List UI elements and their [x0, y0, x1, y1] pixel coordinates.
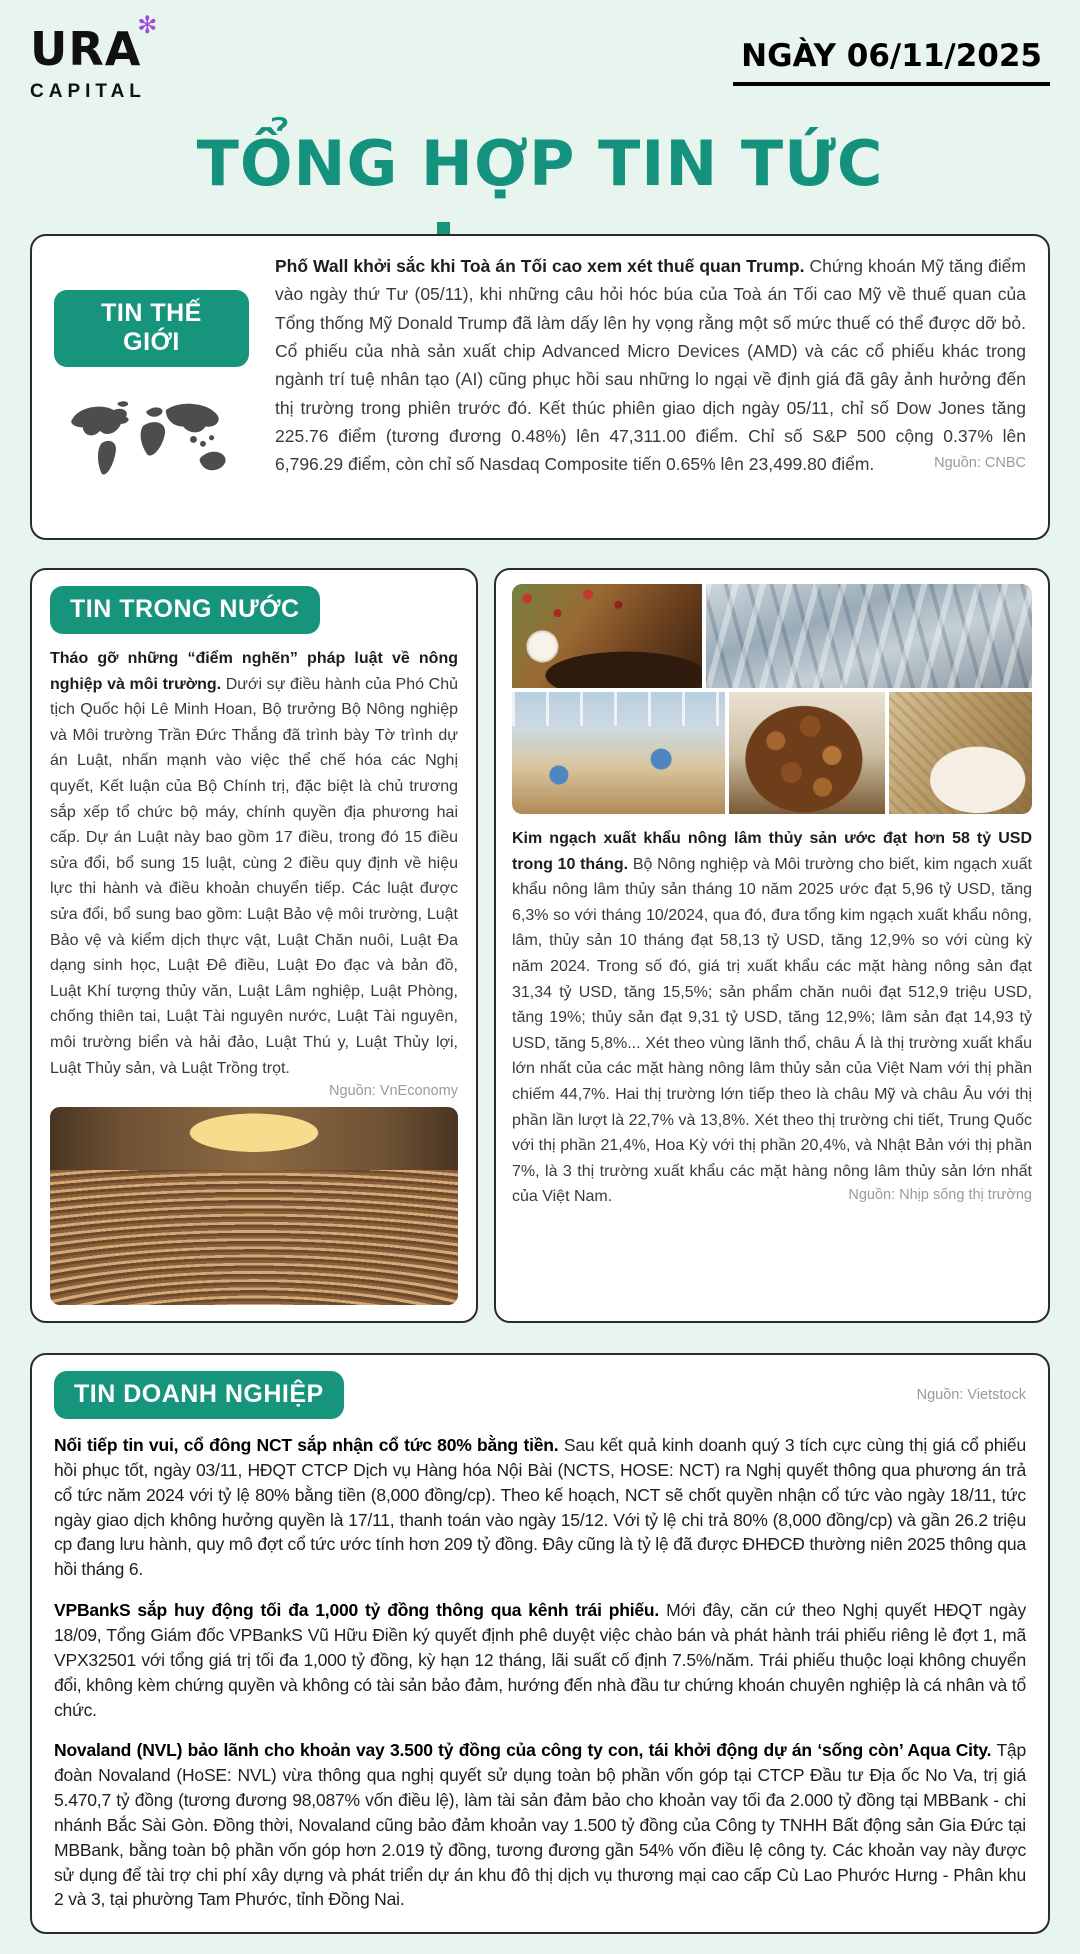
date-label: NGÀY 06/11/2025 — [733, 34, 1050, 86]
corporate-item-3-headline: Novaland (NVL) bảo lãnh cho khoản vay 3.500 tỷ đồng của công ty con, tái khởi động dự án ‘sống còn’ Aqua City. — [54, 1740, 992, 1761]
corporate-item-1-headline: Nối tiếp tin vui, cổ đông NCT sắp nhận cổ tức 80% bằng tiền. — [54, 1435, 559, 1456]
corporate-item-3 — [54, 1738, 1026, 1912]
national-assembly-photo — [50, 1107, 458, 1305]
world-news-text — [275, 252, 1026, 479]
domestic-right-headline: Kim ngạch xuất khẩu nông lâm thủy sản ước đạt hơn 58 tỷ USD trong 10 tháng. — [512, 830, 1032, 873]
fish-photo — [706, 584, 1032, 688]
corporate-item-2-body: Mới đây, căn cứ theo Nghị quyết HĐQT ngày 18/09, Tổng Giám đốc VPBankS Vũ Hữu Điền ký quyết định phê duyệt việc chào bán và phát hành trái phiếu riêng lẻ đợt 1, mã VPX32501 với tổng giá trị tối đa 1,000 tỷ đồng, kỳ hạn 12 tháng, lãi suất cố định 7.5%/năm. Trái phiếu thuộc loại không chuyển đổi, không kèm chứng quyền và không có tài sản bảo đảm, hướng đến nhà đầu tư chứng khoán chuyên nghiệp là cá nhân và tổ chức. — [54, 1600, 1026, 1720]
flower-icon: ✻ — [137, 12, 158, 39]
corporate-item-3-body: Tập đoàn Novaland (HoSE: NVL) vừa thông qua nghị quyết sử dụng toàn bộ phần vốn góp tại CTCP Đầu tư Địa ốc No Va, trị giá 5.470,7 tỷ đồng (tương đương 98,087% vốn điều lệ), làm tài sản đảm bảo cho khoản vay tối đa 2.000 tỷ đồng tại MBBank - chi nhánh Bắc Sài Gòn. Đồng thời, Novaland cũng bảo đảm khoản vay 1.500 tỷ đồng của Công ty TNHH Bất động sản Gia Đức tại MBBank, bằng toàn bộ phần vốn góp hơn 2.019 tỷ đồng, tương đương gần 54% vốn điều lệ công ty. Các khoản vay này được sử dụng để tài trợ chi phí xây dựng và phát triển dự án khu đô thị dịch vụ thương mại cao cấp Cù Lao Phước Hưng - Phân khu 2 và 3, tại phường Tam Phước, tỉnh Đồng Nai. — [54, 1740, 1026, 1910]
world-news-card — [30, 234, 1050, 540]
domestic-right-body: Bộ Nông nghiệp và Môi trường cho biết, kim ngạch xuất khẩu nông lâm thủy sản tháng 10 năm 2025 ước đạt 5,96 tỷ USD, tăng 6,3% so với tháng 10/2024, qua đó, đưa tổng kim ngạch xuất khẩu nông, lâm, thủy sản 10 tháng đạt 58,13 tỷ USD, tăng 12,9% so với cùng kỳ năm 2024. Trong số đó, giá trị xuất khẩu các mặt hàng nông sản đạt 31,34 tỷ USD, tăng 15,5%; sản phẩm chăn nuôi đạt 512,9 triệu USD, tăng 19%; thủy sản đạt 9,31 tỷ USD, tăng 12,9%; lâm sản đạt 14,93 tỷ USD, tăng 5,8%... Xét theo vùng lãnh thổ, châu Á là thị trường xuất khẩu lớn nhất của các mặt hàng nông lâm thủy sản của Việt Nam với thị phần chiếm 44,7%. Hai thị trường lớn tiếp theo là châu Mỹ và châu Âu với thị phần lần lượt là 22,7% và 13,8%. Xét theo thị trường chi tiết, Trung Quốc với thị phần 21,4%, Hoa Kỳ với thị phần 20,4%, và Nhật Bản với thị phần 7%, là 3 thị trường xuất khẩu các mặt hàng nông lâm thủy sản lớn nhất của Việt Nam. — [512, 855, 1032, 1206]
world-map-icon — [57, 393, 247, 498]
domestic-news-row — [30, 568, 1050, 1323]
domestic-news-badge: TIN TRONG NƯỚC — [50, 586, 320, 634]
cashew-photo — [729, 692, 885, 814]
corporate-news-header — [54, 1371, 1026, 1419]
ura-capital-logo — [30, 12, 158, 102]
world-news-source: Nguồn: CNBC — [934, 454, 1026, 471]
world-news-headline: Phố Wall khởi sắc khi Toà án Tối cao xem xét thuế quan Trump. — [275, 256, 805, 276]
world-news-left-column — [54, 252, 249, 524]
wood-factory-photo — [512, 692, 725, 814]
header — [30, 12, 1050, 102]
rice-photo — [889, 692, 1032, 814]
corporate-item-1-body: Sau kết quả kinh doanh quý 3 tích cực cùng thị giá cổ phiếu hồi phục tốt, ngày 03/11, HĐQT CTCP Dịch vụ Hàng hóa Nội Bài (NCTS, HOSE: NCT) ra Nghị quyết thông qua phương án trả cổ tức năm 2024 với tỷ lệ 80% bằng tiền (8,000 đồng/cp). Theo kế hoạch, NCT sẽ chốt quyền nhận cổ tức vào ngày 18/11, tức ngày giao dịch không hưởng quyền là 17/11, thanh toán vào ngày 15/12. Với tỷ lệ chi trả 80% (8,000 đồng/cp) và gần 26.2 triệu cp đang lưu hành, quy mô đợt cổ tức ước tính hơn 209 tỷ đồng. Đây cũng là tỷ lệ đã được ĐHĐCĐ thường niên 2025 thông qua hồi tháng 6. — [54, 1435, 1026, 1580]
world-news-article — [275, 252, 1026, 524]
agri-export-photo-collage — [512, 584, 1032, 814]
corporate-news-badge: TIN DOANH NGHIỆP — [54, 1371, 344, 1419]
corporate-item-2 — [54, 1598, 1026, 1722]
domestic-left-body: Dưới sự điều hành của Phó Chủ tịch Quốc hội Lê Minh Hoan, Bộ trưởng Bộ Nông nghiệp và Môi trường Trần Đức Thắng đã trình bày Tờ trình dự án Luật, nhấn mạnh vào việc thể chế hóa các Nghị quyết, Kết luận của Bộ Chính trị, đặc biệt là chủ trương sắp xếp tổ chức bộ máy, chính quyền địa phương hai cấp. Dự án Luật này bao gồm 17 điều, trong đó 15 điều sửa đổi, bổ sung 15 luật, cùng 2 điều quy định về hiệu lực thi hành và điều khoản chuyển tiếp. Các luật được sửa đổi, bổ sung bao gồm: Luật Bảo vệ môi trường, Luật Bảo vệ và kiểm dịch thực vật, Luật Chăn nuôi, Luật Đa dạng sinh học, Luật Đê điều, Luật Đo đạc và bản đồ, Luật Khí tượng thủy văn, Luật Lâm nghiệp, Luật Phòng, chống thiên tai, Luật Tài nguyên nước, Luật Tài nguyên, môi trường biển và hải đảo, Luật Thú y, Luật Thủy lợi, Luật Thủy sản, và Luật Trồng trọt. — [50, 675, 459, 1077]
domestic-left-text — [50, 646, 458, 1081]
domestic-left-source: Nguồn: VnEconomy — [329, 1083, 458, 1100]
domestic-news-card-left — [30, 568, 478, 1323]
logo-sub-text: CAPITAL — [30, 81, 146, 102]
world-news-body: Chứng khoán Mỹ tăng điểm vào ngày thứ Tư (05/11), khi những câu hỏi hóc búa của Toà án Tối cao Mỹ về thuế quan của Tổng thống Mỹ Donald Trump đã làm dấy lên hy vọng rằng một số mức thuế có thể được dỡ bỏ. Cổ phiếu của nhà sản xuất chip Advanced Micro Devices (AMD) và các cổ phiếu khác trong ngành trí tuệ nhân tạo (AI) cũng phục hồi sau những lo ngại về định giá đã gây ảnh hưởng đến thị trường trong phiên trước đó. Kết thúc phiên giao dịch ngày 05/11, chỉ số Dow Jones tăng 225.76 điểm (tương đương 0.48%) lên 47,311.00 điểm. Chỉ số S&P 500 cộng 0.37% lên 6,796.29 điểm, còn chỉ số Nasdaq Composite tiến 0.65% lên 23,499.80 điểm. — [275, 256, 1026, 475]
domestic-news-card-right — [494, 568, 1050, 1323]
corporate-item-1 — [54, 1433, 1026, 1582]
domestic-left-headline: Tháo gỡ những “điểm nghẽn” pháp luật về nông nghiệp và môi trường. — [50, 650, 458, 693]
domestic-right-text — [512, 826, 1032, 1210]
world-news-badge: TIN THẾ GIỚI — [54, 290, 249, 367]
page-title: TỔNG HỢP TIN TỨC — [196, 127, 884, 200]
corporate-news-card — [30, 1353, 1050, 1934]
domestic-right-source: Nguồn: Nhịp sống thị trường — [848, 1186, 1032, 1203]
logo-brand-text: URA — [30, 22, 142, 76]
coffee-photo — [512, 584, 702, 688]
corporate-item-2-headline: VPBankS sắp huy động tối đa 1,000 tỷ đồng thông qua kênh trái phiếu. — [54, 1600, 660, 1621]
corporate-news-source: Nguồn: Vietstock — [916, 1387, 1026, 1404]
